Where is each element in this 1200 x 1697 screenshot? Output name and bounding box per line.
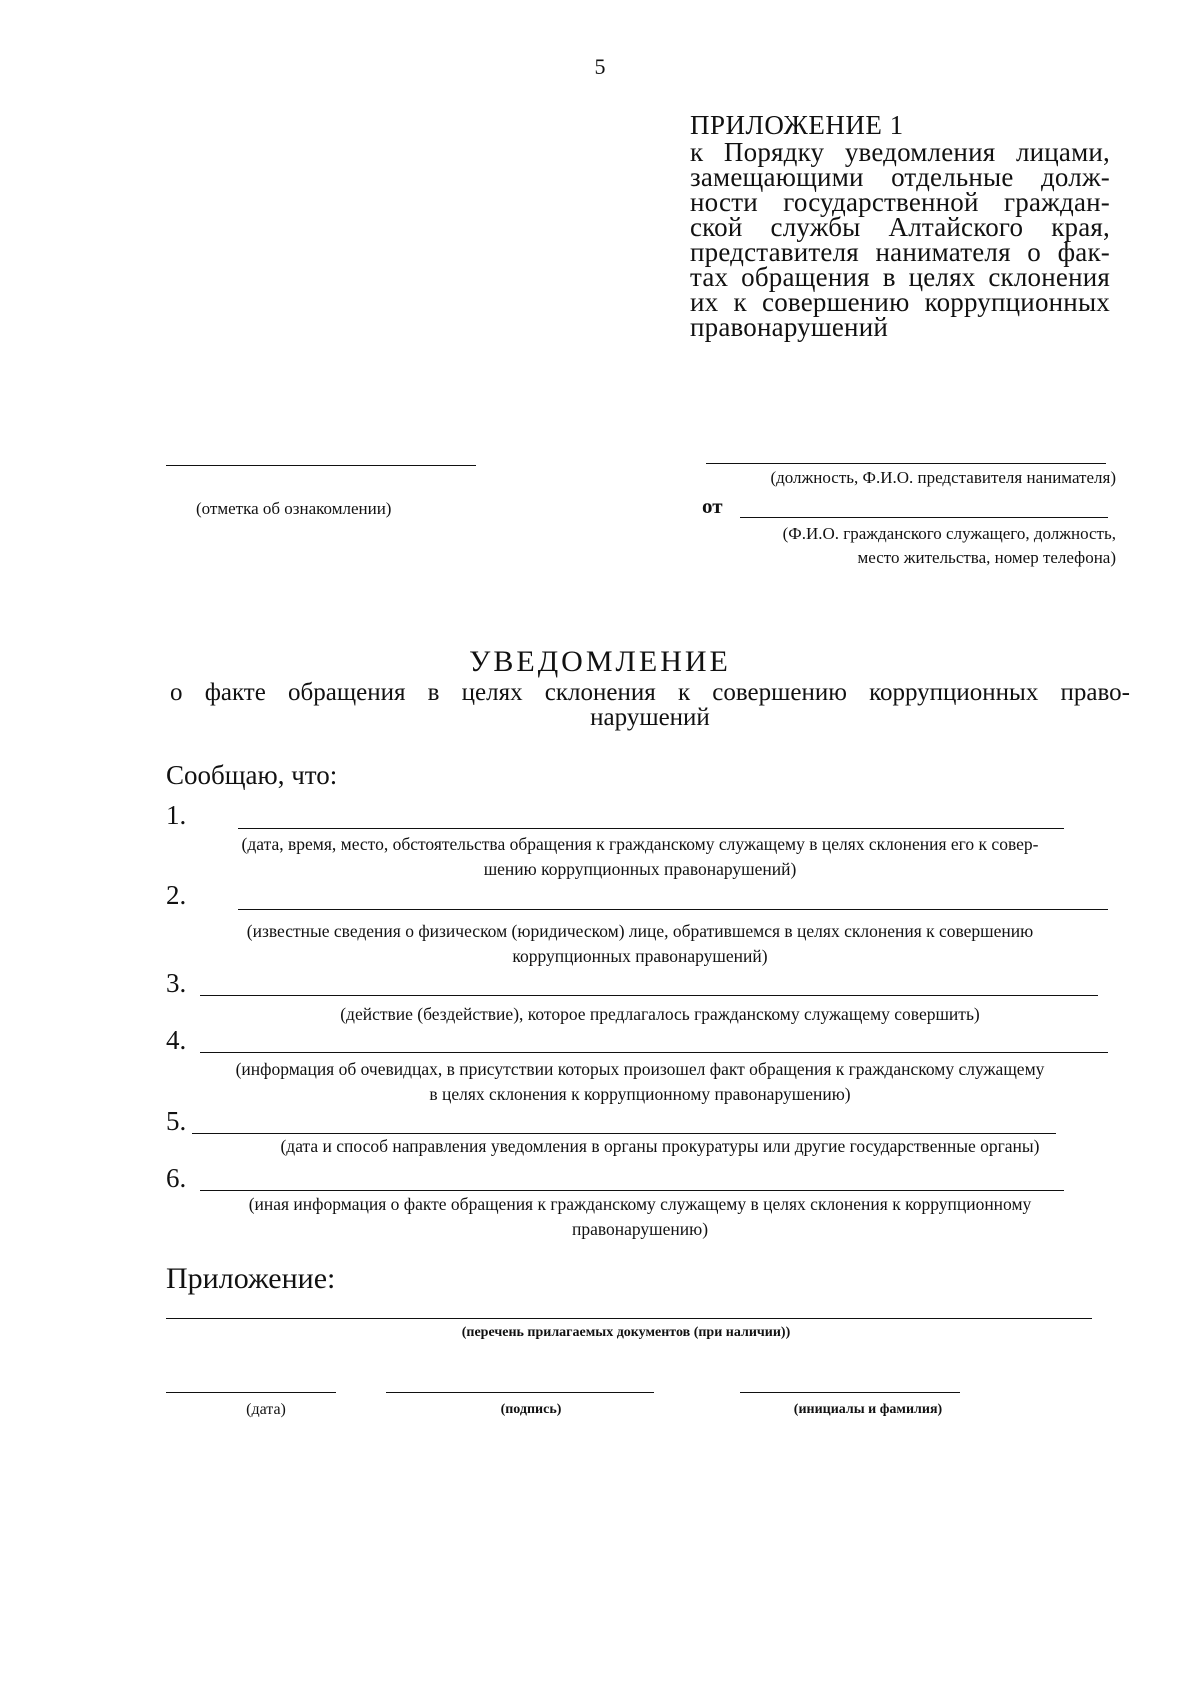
appendix-line: правонарушений — [690, 312, 888, 342]
item-2-line[interactable] — [238, 909, 1108, 910]
notice-title: УВЕДОМЛЕНИЕ — [469, 645, 731, 678]
appendix-line: ности государственной граждан- — [690, 187, 1110, 217]
item-4-caption-line-2: в целях склонения к коррупционному правонарушению) — [429, 1084, 851, 1104]
attachment-label: Приложение: — [166, 1262, 336, 1295]
appendix-line: тах обращения в целях склонения — [690, 262, 1110, 292]
signature-caption: (подпись) — [500, 1402, 562, 1417]
item-2-caption — [160, 919, 1120, 969]
item-4-number: 4. — [166, 1025, 187, 1055]
item-6-caption-line-1: (иная информация о факте обращения к гражданскому служащему в целях склонения к коррупционному — [248, 1194, 1032, 1214]
appendix-block — [690, 110, 1110, 340]
item-3-number: 3. — [166, 968, 187, 998]
item-6-line[interactable] — [200, 1190, 1064, 1191]
item-2-caption-line-1: (известные сведения о физическом (юридическом) лице, обратившемся в целях склонения к совершению — [246, 921, 1034, 941]
employee-caption-line-2: место жительства, номер телефона) — [857, 548, 1116, 567]
item-1-line[interactable] — [238, 828, 1064, 829]
date-line[interactable] — [166, 1392, 336, 1393]
appendix-line: к Порядку уведомления лицами, — [690, 137, 1110, 167]
item-1-caption-line-1: (дата, время, место, обстоятельства обращения к гражданскому служащему в целях склонения его к совер- — [241, 834, 1039, 854]
appendix-title: ПРИЛОЖЕНИЕ 1 — [690, 110, 904, 140]
appendix-line: представителя нанимателя о фак- — [690, 237, 1110, 267]
item-6-caption-line-2: правонарушению) — [571, 1219, 709, 1239]
item-1-caption — [160, 832, 1120, 882]
item-4-caption-line-1: (информация об очевидцах, в присутствии которых произошел факт обращения к гражданскому служащему — [235, 1059, 1045, 1079]
appendix-line: замещающими отдельные долж- — [690, 162, 1110, 192]
appendix-line: их к совершению коррупционных — [690, 287, 1110, 317]
employer-caption: (должность, Ф.И.О. представителя нанимателя) — [770, 468, 1116, 487]
item-5-caption: (дата и способ направления уведомления в органы прокуратуры или другие государственные органы) — [280, 1136, 1040, 1156]
acknowledgement-line[interactable] — [166, 465, 476, 466]
signature-line[interactable] — [386, 1392, 654, 1393]
notice-subtitle-line-2: нарушений — [590, 704, 710, 731]
item-1-caption-line-2: шению коррупционных правонарушений) — [483, 859, 797, 879]
appendix-text — [690, 137, 1110, 342]
item-4-caption — [160, 1057, 1120, 1107]
item-6-caption — [160, 1192, 1120, 1242]
from-label: от — [702, 494, 723, 518]
attachment-caption: (перечень прилагаемых документов (при наличии)) — [461, 1325, 791, 1340]
notice-subtitle — [170, 680, 1130, 730]
item-1-number: 1. — [166, 800, 187, 830]
attachment-line[interactable] — [166, 1318, 1092, 1319]
item-4-line[interactable] — [200, 1052, 1108, 1053]
page-number: 5 — [594, 54, 606, 79]
notice-subtitle-line-1: о факте обращения в целях склонения к совершению коррупционных право- — [170, 679, 1130, 706]
name-caption: (инициалы и фамилия) — [793, 1402, 943, 1417]
employee-caption-line-1: (Ф.И.О. гражданского служащего, должность, — [782, 524, 1116, 543]
item-3-caption: (действие (бездействие), которое предлагалось гражданскому служащему совершить) — [340, 1004, 980, 1024]
report-intro: Сообщаю, что: — [166, 760, 338, 790]
item-3-line[interactable] — [200, 995, 1098, 996]
item-5-number: 5. — [166, 1106, 187, 1136]
employee-line[interactable] — [740, 517, 1108, 518]
appendix-line: ской службы Алтайского края, — [690, 212, 1110, 242]
item-2-number: 2. — [166, 880, 187, 910]
employer-line[interactable] — [706, 463, 1106, 464]
item-6-number: 6. — [166, 1163, 187, 1193]
name-line[interactable] — [740, 1392, 960, 1393]
acknowledgement-caption: (отметка об ознакомлении) — [196, 499, 392, 518]
date-caption: (дата) — [246, 1401, 286, 1418]
item-2-caption-line-2: коррупционных правонарушений) — [512, 946, 768, 966]
